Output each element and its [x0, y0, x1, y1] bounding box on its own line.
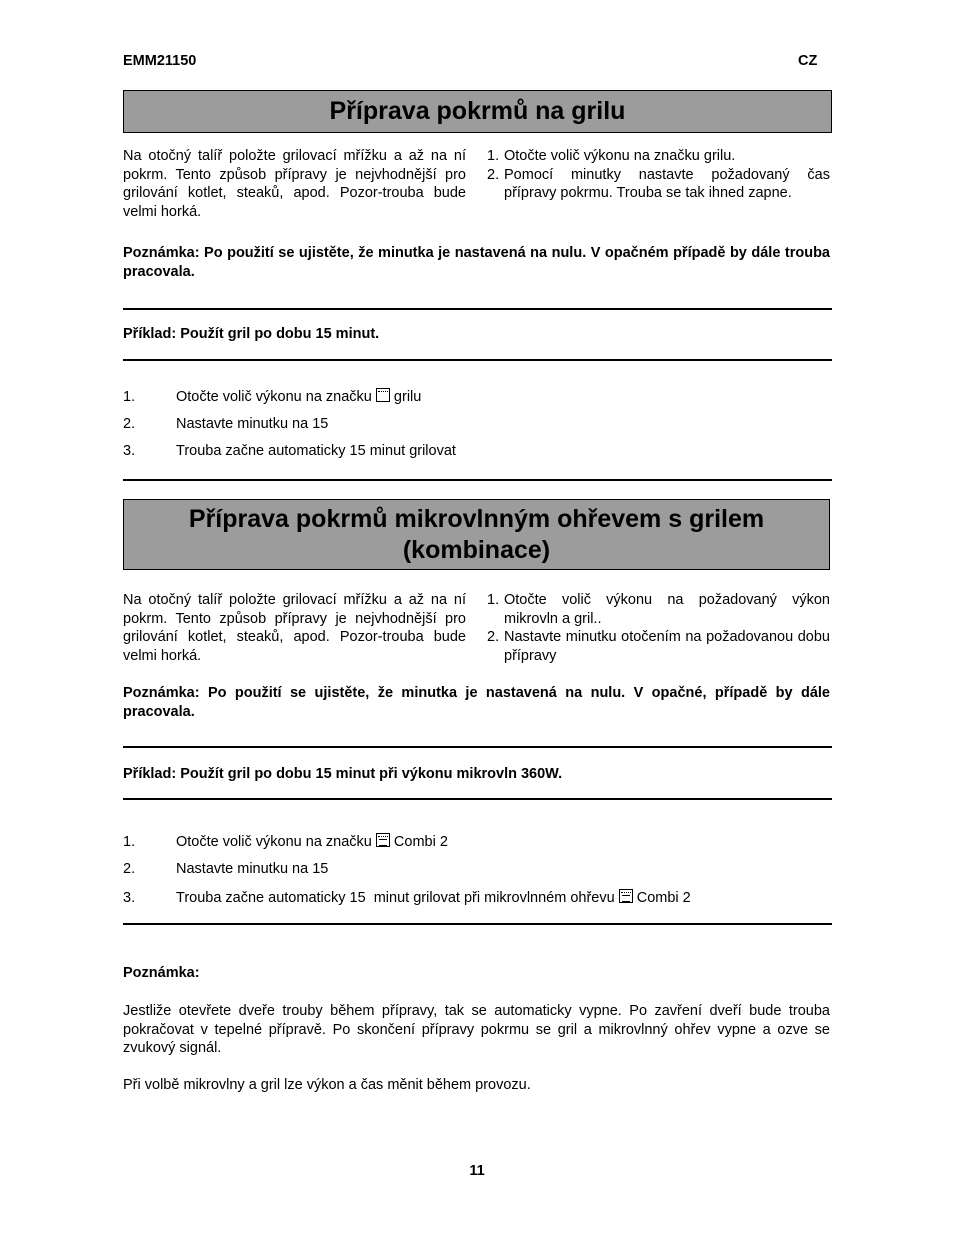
divider	[123, 359, 832, 361]
list-item: 2. Pomocí minutky nastavte požadovaný čas přípravy pokrmu. Trouba se tak ihned zapne.	[487, 166, 830, 201]
list-item: 2. Nastavte minutku otočením na požadovanou dobu přípravy	[487, 629, 830, 664]
note-paragraph: Jestliže otevřete dveře trouby během přípravy, tak se automaticky vypne. Po zavření dveří bude trouba pokračovat v tepelné přípravě. Po skončení přípravy pokrmu se gril a mikrovlnný ohřev vypne a ozve se zvukový signál.	[123, 1003, 830, 1056]
section2-intro: Na otočný talíř položte grilovací mřížku a až na ní pokrm. Tento způsob přípravy je nejvhodnější pro grilování kotlet, steaků, apod. Pozor-trouba bude velmi horká.	[123, 592, 466, 664]
list-item: 1. Otočte volič výkonu na značku grilu.	[487, 148, 736, 164]
combi-icon	[376, 833, 390, 847]
section1-note: Poznámka: Po použití se ujistěte, že minutka je nastavená na nulu. V opačném případě by dále trouba pracovala.	[123, 245, 830, 280]
combi-icon	[619, 889, 633, 903]
step-item: 2. Nastavte minutku na 15	[123, 861, 329, 877]
section2-title: Příprava pokrmů mikrovlnným ohřevem s grilem (kombinace)	[123, 499, 830, 570]
section1-title: Příprava pokrmů na grilu	[123, 90, 832, 133]
language-code: CZ	[798, 53, 818, 69]
divider	[123, 923, 832, 925]
page-number: 11	[469, 1163, 485, 1179]
grill-icon	[376, 388, 390, 402]
divider	[123, 308, 832, 310]
section2-note: Poznámka: Po použití se ujistěte, že minutka je nastavená na nulu. V opačné, případě by dále pracovala.	[123, 685, 830, 720]
step-item: 3. Trouba začne automaticky 15 minut grilovat	[123, 443, 456, 459]
section2-example: Příklad: Použít gril po dobu 15 minut při výkonu mikrovln 360W.	[123, 766, 563, 782]
step-item: 3. Trouba začne automaticky 15 minut grilovat při mikrovlnném ohřevu Combi 2	[123, 890, 691, 906]
divider	[123, 479, 832, 481]
step-item: 1. Otočte volič výkonu na značku Combi 2	[123, 834, 448, 850]
section2-instructions	[487, 591, 830, 665]
list-item: 1. Otočte volič výkonu na požadovaný výkon mikrovln a gril..	[487, 592, 830, 627]
model-number: EMM21150	[123, 53, 197, 69]
section1-instructions	[487, 147, 830, 203]
divider	[123, 798, 832, 800]
note-title: Poznámka:	[123, 965, 200, 981]
section1-example: Příklad: Použít gril po dobu 15 minut.	[123, 326, 380, 342]
divider	[123, 746, 832, 748]
note-paragraph: Při volbě mikrovlny a gril lze výkon a čas měnit během provozu.	[123, 1077, 531, 1093]
section1-intro: Na otočný talíř položte grilovací mřížku a až na ní pokrm. Tento způsob přípravy je nejvhodnější pro grilování kotlet, steaků, apod. Pozor-trouba bude velmi horká.	[123, 148, 466, 220]
step-item: 2. Nastavte minutku na 15	[123, 416, 329, 432]
step-item: 1. Otočte volič výkonu na značku grilu	[123, 389, 422, 405]
